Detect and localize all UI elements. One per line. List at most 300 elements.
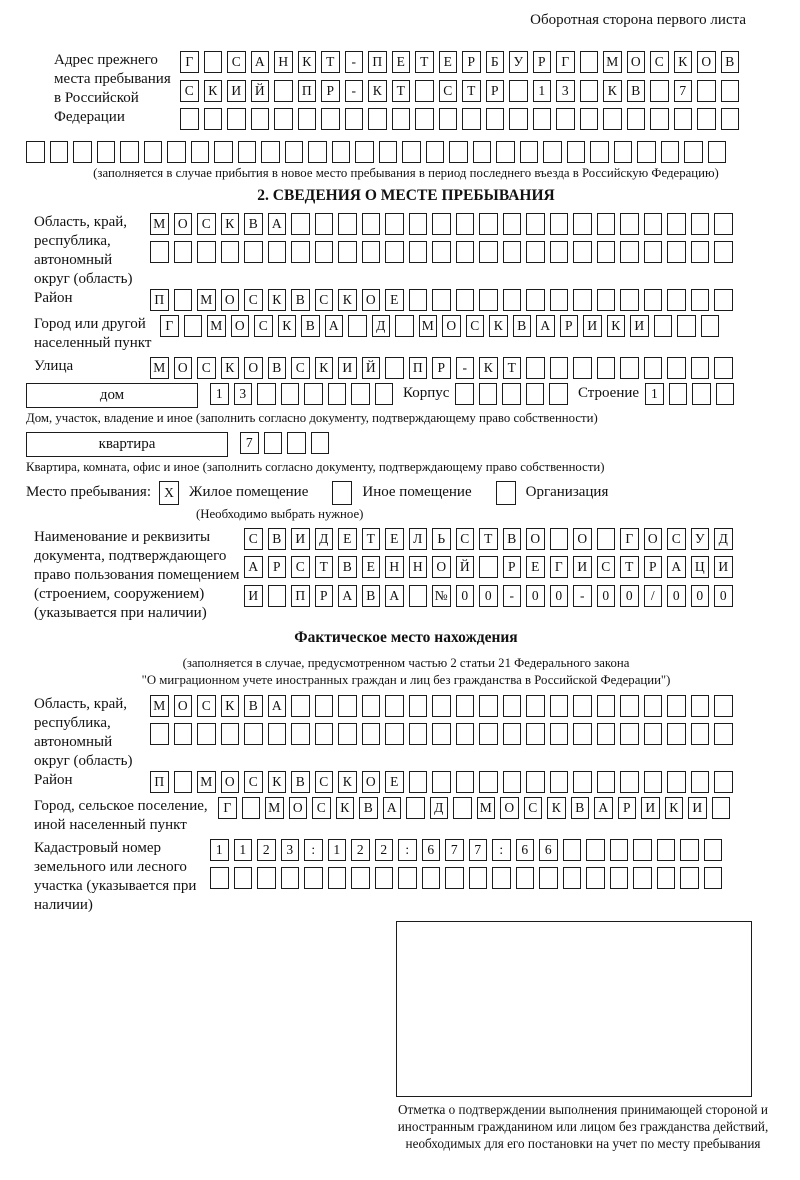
char-cell[interactable] bbox=[379, 141, 398, 163]
char-cell[interactable] bbox=[614, 141, 633, 163]
char-cell[interactable]: 0 bbox=[597, 585, 616, 607]
char-cell[interactable] bbox=[563, 867, 582, 889]
char-cell[interactable] bbox=[644, 289, 663, 311]
char-cell[interactable] bbox=[620, 723, 639, 745]
char-cell[interactable]: 0 bbox=[667, 585, 686, 607]
char-cell[interactable]: М bbox=[207, 315, 226, 337]
char-cell[interactable] bbox=[455, 383, 474, 405]
char-cell[interactable] bbox=[620, 695, 639, 717]
checkbox-organization[interactable] bbox=[496, 481, 516, 505]
char-cell[interactable] bbox=[610, 867, 629, 889]
char-cell[interactable] bbox=[144, 141, 163, 163]
char-cell[interactable]: 0 bbox=[714, 585, 733, 607]
char-cell[interactable]: Р bbox=[315, 585, 334, 607]
char-cell[interactable]: К bbox=[338, 771, 357, 793]
char-cell[interactable] bbox=[315, 213, 334, 235]
char-cell[interactable]: И bbox=[244, 585, 263, 607]
char-cell[interactable]: П bbox=[291, 585, 310, 607]
char-cell[interactable] bbox=[550, 771, 569, 793]
char-cell[interactable]: А bbox=[383, 797, 402, 819]
char-cell[interactable] bbox=[298, 108, 317, 130]
char-cell[interactable] bbox=[257, 867, 276, 889]
char-cell[interactable]: А bbox=[385, 585, 404, 607]
char-cell[interactable] bbox=[691, 289, 710, 311]
char-cell[interactable] bbox=[402, 141, 421, 163]
char-cell[interactable]: О bbox=[174, 695, 193, 717]
char-cell[interactable]: И bbox=[714, 556, 733, 578]
char-cell[interactable]: П bbox=[368, 51, 387, 73]
char-cell[interactable]: Ь bbox=[432, 528, 451, 550]
char-cell[interactable]: Б bbox=[486, 51, 505, 73]
char-cell[interactable] bbox=[573, 357, 592, 379]
char-cell[interactable]: И bbox=[338, 357, 357, 379]
char-cell[interactable]: К bbox=[547, 797, 566, 819]
char-cell[interactable] bbox=[251, 108, 270, 130]
char-cell[interactable]: М bbox=[265, 797, 284, 819]
char-cell[interactable]: В bbox=[513, 315, 532, 337]
char-cell[interactable] bbox=[362, 695, 381, 717]
char-cell[interactable] bbox=[721, 108, 740, 130]
char-cell[interactable]: О bbox=[221, 289, 240, 311]
char-cell[interactable]: П bbox=[409, 357, 428, 379]
char-cell[interactable]: С bbox=[315, 289, 334, 311]
char-cell[interactable] bbox=[520, 141, 539, 163]
char-cell[interactable] bbox=[150, 723, 169, 745]
char-cell[interactable]: К bbox=[489, 315, 508, 337]
char-cell[interactable]: Г bbox=[218, 797, 237, 819]
char-cell[interactable]: А bbox=[268, 213, 287, 235]
char-cell[interactable]: 7 bbox=[469, 839, 488, 861]
char-cell[interactable]: Е bbox=[385, 771, 404, 793]
char-cell[interactable] bbox=[509, 80, 528, 102]
char-cell[interactable] bbox=[338, 213, 357, 235]
char-cell[interactable] bbox=[657, 867, 676, 889]
char-cell[interactable] bbox=[597, 695, 616, 717]
char-cell[interactable] bbox=[550, 241, 569, 263]
char-cell[interactable]: С bbox=[456, 528, 475, 550]
char-cell[interactable]: А bbox=[325, 315, 344, 337]
char-cell[interactable]: М bbox=[150, 357, 169, 379]
char-cell[interactable] bbox=[716, 383, 735, 405]
char-cell[interactable] bbox=[469, 867, 488, 889]
char-cell[interactable]: - bbox=[345, 51, 364, 73]
char-cell[interactable]: А bbox=[244, 556, 263, 578]
char-cell[interactable]: О bbox=[627, 51, 646, 73]
char-cell[interactable] bbox=[550, 357, 569, 379]
char-cell[interactable]: О bbox=[573, 528, 592, 550]
char-cell[interactable] bbox=[362, 241, 381, 263]
char-cell[interactable] bbox=[415, 108, 434, 130]
char-cell[interactable] bbox=[503, 289, 522, 311]
char-cell[interactable] bbox=[281, 383, 300, 405]
char-cell[interactable] bbox=[526, 241, 545, 263]
char-cell[interactable] bbox=[398, 867, 417, 889]
char-cell[interactable]: - bbox=[456, 357, 475, 379]
apartment-type-box[interactable]: квартира bbox=[26, 432, 228, 457]
char-cell[interactable]: Г bbox=[620, 528, 639, 550]
char-cell[interactable] bbox=[539, 867, 558, 889]
char-cell[interactable] bbox=[395, 315, 414, 337]
char-cell[interactable]: В bbox=[268, 528, 287, 550]
char-cell[interactable] bbox=[669, 383, 688, 405]
char-cell[interactable]: К bbox=[268, 289, 287, 311]
char-cell[interactable]: Г bbox=[556, 51, 575, 73]
char-cell[interactable] bbox=[362, 213, 381, 235]
char-cell[interactable]: И bbox=[630, 315, 649, 337]
char-cell[interactable]: В bbox=[359, 797, 378, 819]
char-cell[interactable]: В bbox=[291, 289, 310, 311]
char-cell[interactable] bbox=[221, 723, 240, 745]
char-cell[interactable]: 2 bbox=[257, 839, 276, 861]
char-cell[interactable] bbox=[409, 771, 428, 793]
char-cell[interactable]: Р bbox=[486, 80, 505, 102]
char-cell[interactable] bbox=[597, 723, 616, 745]
char-cell[interactable] bbox=[197, 241, 216, 263]
char-cell[interactable] bbox=[268, 585, 287, 607]
char-cell[interactable] bbox=[422, 867, 441, 889]
char-cell[interactable]: О bbox=[221, 771, 240, 793]
char-cell[interactable]: 3 bbox=[234, 383, 253, 405]
char-cell[interactable] bbox=[704, 867, 723, 889]
char-cell[interactable] bbox=[257, 383, 276, 405]
char-cell[interactable]: И bbox=[688, 797, 707, 819]
char-cell[interactable]: О bbox=[289, 797, 308, 819]
char-cell[interactable]: О bbox=[231, 315, 250, 337]
char-cell[interactable] bbox=[368, 108, 387, 130]
char-cell[interactable]: Е bbox=[392, 51, 411, 73]
char-cell[interactable]: Т bbox=[620, 556, 639, 578]
char-cell[interactable]: А bbox=[268, 695, 287, 717]
char-cell[interactable] bbox=[503, 241, 522, 263]
char-cell[interactable] bbox=[503, 213, 522, 235]
char-cell[interactable] bbox=[526, 383, 545, 405]
char-cell[interactable] bbox=[697, 80, 716, 102]
char-cell[interactable]: О bbox=[362, 771, 381, 793]
char-cell[interactable] bbox=[432, 289, 451, 311]
char-cell[interactable] bbox=[680, 839, 699, 861]
char-cell[interactable] bbox=[456, 771, 475, 793]
char-cell[interactable] bbox=[26, 141, 45, 163]
char-cell[interactable]: Д bbox=[430, 797, 449, 819]
char-cell[interactable]: С bbox=[439, 80, 458, 102]
char-cell[interactable]: В bbox=[362, 585, 381, 607]
char-cell[interactable] bbox=[174, 723, 193, 745]
char-cell[interactable] bbox=[479, 723, 498, 745]
char-cell[interactable] bbox=[338, 241, 357, 263]
char-cell[interactable] bbox=[244, 241, 263, 263]
char-cell[interactable] bbox=[445, 867, 464, 889]
char-cell[interactable]: М bbox=[150, 695, 169, 717]
char-cell[interactable]: О bbox=[432, 556, 451, 578]
char-cell[interactable] bbox=[426, 141, 445, 163]
char-cell[interactable] bbox=[473, 141, 492, 163]
char-cell[interactable]: С bbox=[227, 51, 246, 73]
char-cell[interactable] bbox=[597, 241, 616, 263]
char-cell[interactable] bbox=[526, 723, 545, 745]
char-cell[interactable] bbox=[432, 771, 451, 793]
char-cell[interactable] bbox=[496, 141, 515, 163]
char-cell[interactable]: И bbox=[641, 797, 660, 819]
char-cell[interactable]: О bbox=[442, 315, 461, 337]
char-cell[interactable]: - bbox=[503, 585, 522, 607]
char-cell[interactable]: С bbox=[315, 771, 334, 793]
char-cell[interactable] bbox=[677, 315, 696, 337]
char-cell[interactable]: 1 bbox=[645, 383, 664, 405]
char-cell[interactable] bbox=[680, 867, 699, 889]
char-cell[interactable] bbox=[409, 695, 428, 717]
char-cell[interactable] bbox=[50, 141, 69, 163]
char-cell[interactable] bbox=[120, 141, 139, 163]
char-cell[interactable] bbox=[712, 797, 731, 819]
char-cell[interactable] bbox=[479, 556, 498, 578]
char-cell[interactable] bbox=[563, 839, 582, 861]
char-cell[interactable] bbox=[479, 241, 498, 263]
char-cell[interactable] bbox=[573, 289, 592, 311]
char-cell[interactable] bbox=[479, 771, 498, 793]
char-cell[interactable] bbox=[409, 289, 428, 311]
char-cell[interactable] bbox=[644, 771, 663, 793]
char-cell[interactable] bbox=[291, 695, 310, 717]
char-cell[interactable] bbox=[385, 695, 404, 717]
char-cell[interactable]: К bbox=[674, 51, 693, 73]
char-cell[interactable] bbox=[210, 867, 229, 889]
char-cell[interactable] bbox=[291, 723, 310, 745]
char-cell[interactable] bbox=[184, 315, 203, 337]
char-cell[interactable] bbox=[573, 695, 592, 717]
char-cell[interactable]: : bbox=[492, 839, 511, 861]
char-cell[interactable]: Р bbox=[533, 51, 552, 73]
char-cell[interactable]: 6 bbox=[516, 839, 535, 861]
char-cell[interactable] bbox=[550, 528, 569, 550]
char-cell[interactable]: П bbox=[150, 289, 169, 311]
char-cell[interactable]: И bbox=[583, 315, 602, 337]
char-cell[interactable] bbox=[573, 213, 592, 235]
char-cell[interactable] bbox=[385, 241, 404, 263]
char-cell[interactable]: М bbox=[197, 771, 216, 793]
char-cell[interactable]: Р bbox=[560, 315, 579, 337]
char-cell[interactable]: К bbox=[368, 80, 387, 102]
char-cell[interactable]: Д bbox=[372, 315, 391, 337]
char-cell[interactable] bbox=[268, 723, 287, 745]
char-cell[interactable]: С bbox=[650, 51, 669, 73]
char-cell[interactable]: А bbox=[536, 315, 555, 337]
char-cell[interactable] bbox=[351, 383, 370, 405]
char-cell[interactable]: Т bbox=[362, 528, 381, 550]
char-cell[interactable]: Д bbox=[315, 528, 334, 550]
char-cell[interactable] bbox=[456, 723, 475, 745]
char-cell[interactable] bbox=[597, 528, 616, 550]
char-cell[interactable]: Г bbox=[180, 51, 199, 73]
char-cell[interactable] bbox=[308, 141, 327, 163]
char-cell[interactable]: Е bbox=[526, 556, 545, 578]
char-cell[interactable]: К bbox=[278, 315, 297, 337]
char-cell[interactable] bbox=[281, 867, 300, 889]
char-cell[interactable] bbox=[620, 357, 639, 379]
char-cell[interactable] bbox=[456, 695, 475, 717]
char-cell[interactable]: В bbox=[291, 771, 310, 793]
char-cell[interactable]: Т bbox=[479, 528, 498, 550]
char-cell[interactable]: Р bbox=[321, 80, 340, 102]
char-cell[interactable] bbox=[479, 695, 498, 717]
char-cell[interactable] bbox=[714, 357, 733, 379]
char-cell[interactable] bbox=[597, 213, 616, 235]
char-cell[interactable]: М bbox=[150, 213, 169, 235]
char-cell[interactable] bbox=[691, 695, 710, 717]
char-cell[interactable]: С bbox=[180, 80, 199, 102]
char-cell[interactable] bbox=[503, 723, 522, 745]
char-cell[interactable] bbox=[174, 241, 193, 263]
char-cell[interactable]: У bbox=[509, 51, 528, 73]
char-cell[interactable]: Р bbox=[503, 556, 522, 578]
char-cell[interactable]: О bbox=[174, 357, 193, 379]
char-cell[interactable] bbox=[509, 108, 528, 130]
char-cell[interactable]: Е bbox=[439, 51, 458, 73]
char-cell[interactable] bbox=[486, 108, 505, 130]
char-cell[interactable]: Е bbox=[338, 528, 357, 550]
char-cell[interactable] bbox=[667, 213, 686, 235]
char-cell[interactable]: М bbox=[197, 289, 216, 311]
char-cell[interactable] bbox=[315, 695, 334, 717]
char-cell[interactable]: П bbox=[298, 80, 317, 102]
char-cell[interactable] bbox=[550, 213, 569, 235]
char-cell[interactable]: Р bbox=[268, 556, 287, 578]
char-cell[interactable] bbox=[597, 289, 616, 311]
char-cell[interactable] bbox=[385, 357, 404, 379]
char-cell[interactable]: Т bbox=[415, 51, 434, 73]
char-cell[interactable]: С bbox=[244, 528, 263, 550]
char-cell[interactable]: Г bbox=[160, 315, 179, 337]
char-cell[interactable] bbox=[261, 141, 280, 163]
char-cell[interactable]: Т bbox=[503, 357, 522, 379]
char-cell[interactable]: К bbox=[221, 357, 240, 379]
char-cell[interactable] bbox=[661, 141, 680, 163]
char-cell[interactable]: Р bbox=[644, 556, 663, 578]
char-cell[interactable]: К bbox=[268, 771, 287, 793]
char-cell[interactable] bbox=[97, 141, 116, 163]
char-cell[interactable] bbox=[492, 867, 511, 889]
char-cell[interactable]: - bbox=[345, 80, 364, 102]
char-cell[interactable] bbox=[453, 797, 472, 819]
char-cell[interactable] bbox=[328, 383, 347, 405]
char-cell[interactable]: К bbox=[221, 213, 240, 235]
char-cell[interactable]: С bbox=[197, 357, 216, 379]
char-cell[interactable]: К bbox=[338, 289, 357, 311]
char-cell[interactable] bbox=[167, 141, 186, 163]
char-cell[interactable] bbox=[191, 141, 210, 163]
char-cell[interactable] bbox=[597, 771, 616, 793]
char-cell[interactable] bbox=[348, 315, 367, 337]
char-cell[interactable] bbox=[691, 723, 710, 745]
char-cell[interactable] bbox=[691, 357, 710, 379]
char-cell[interactable] bbox=[204, 108, 223, 130]
char-cell[interactable]: С bbox=[312, 797, 331, 819]
char-cell[interactable]: К bbox=[315, 357, 334, 379]
char-cell[interactable] bbox=[691, 771, 710, 793]
char-cell[interactable]: 1 bbox=[533, 80, 552, 102]
char-cell[interactable] bbox=[502, 383, 521, 405]
char-cell[interactable] bbox=[550, 723, 569, 745]
char-cell[interactable] bbox=[667, 289, 686, 311]
char-cell[interactable]: Л bbox=[409, 528, 428, 550]
char-cell[interactable] bbox=[667, 357, 686, 379]
char-cell[interactable] bbox=[549, 383, 568, 405]
char-cell[interactable]: А bbox=[338, 585, 357, 607]
char-cell[interactable] bbox=[264, 432, 283, 454]
char-cell[interactable] bbox=[462, 108, 481, 130]
char-cell[interactable] bbox=[714, 289, 733, 311]
char-cell[interactable]: 7 bbox=[674, 80, 693, 102]
char-cell[interactable] bbox=[644, 241, 663, 263]
char-cell[interactable]: 0 bbox=[550, 585, 569, 607]
char-cell[interactable] bbox=[375, 867, 394, 889]
char-cell[interactable] bbox=[721, 80, 740, 102]
char-cell[interactable]: В bbox=[571, 797, 590, 819]
char-cell[interactable] bbox=[338, 723, 357, 745]
char-cell[interactable] bbox=[603, 108, 622, 130]
char-cell[interactable]: / bbox=[644, 585, 663, 607]
char-cell[interactable] bbox=[304, 383, 323, 405]
char-cell[interactable]: С bbox=[244, 771, 263, 793]
char-cell[interactable]: М bbox=[477, 797, 496, 819]
char-cell[interactable] bbox=[287, 432, 306, 454]
char-cell[interactable] bbox=[526, 357, 545, 379]
char-cell[interactable] bbox=[214, 141, 233, 163]
char-cell[interactable] bbox=[197, 723, 216, 745]
char-cell[interactable] bbox=[556, 108, 575, 130]
char-cell[interactable]: 0 bbox=[479, 585, 498, 607]
char-cell[interactable] bbox=[526, 695, 545, 717]
char-cell[interactable]: М bbox=[603, 51, 622, 73]
char-cell[interactable]: 2 bbox=[375, 839, 394, 861]
char-cell[interactable]: К bbox=[336, 797, 355, 819]
char-cell[interactable] bbox=[311, 432, 330, 454]
char-cell[interactable]: И bbox=[291, 528, 310, 550]
char-cell[interactable] bbox=[644, 695, 663, 717]
char-cell[interactable]: К bbox=[665, 797, 684, 819]
char-cell[interactable] bbox=[691, 213, 710, 235]
char-cell[interactable] bbox=[691, 241, 710, 263]
char-cell[interactable] bbox=[238, 141, 257, 163]
checkbox-other-premises[interactable] bbox=[332, 481, 352, 505]
char-cell[interactable] bbox=[654, 315, 673, 337]
char-cell[interactable] bbox=[456, 289, 475, 311]
char-cell[interactable] bbox=[620, 213, 639, 235]
char-cell[interactable] bbox=[362, 723, 381, 745]
char-cell[interactable] bbox=[338, 695, 357, 717]
char-cell[interactable]: С bbox=[466, 315, 485, 337]
char-cell[interactable] bbox=[674, 108, 693, 130]
char-cell[interactable]: Е bbox=[362, 556, 381, 578]
char-cell[interactable] bbox=[573, 723, 592, 745]
char-cell[interactable] bbox=[415, 80, 434, 102]
char-cell[interactable]: Н bbox=[409, 556, 428, 578]
char-cell[interactable]: Р bbox=[618, 797, 637, 819]
char-cell[interactable] bbox=[657, 839, 676, 861]
char-cell[interactable] bbox=[543, 141, 562, 163]
char-cell[interactable] bbox=[550, 695, 569, 717]
char-cell[interactable] bbox=[244, 723, 263, 745]
char-cell[interactable] bbox=[667, 695, 686, 717]
char-cell[interactable] bbox=[573, 771, 592, 793]
char-cell[interactable] bbox=[704, 839, 723, 861]
char-cell[interactable] bbox=[315, 723, 334, 745]
char-cell[interactable] bbox=[714, 213, 733, 235]
char-cell[interactable] bbox=[409, 723, 428, 745]
char-cell[interactable]: 0 bbox=[620, 585, 639, 607]
char-cell[interactable] bbox=[697, 108, 716, 130]
char-cell[interactable] bbox=[567, 141, 586, 163]
char-cell[interactable] bbox=[479, 383, 498, 405]
